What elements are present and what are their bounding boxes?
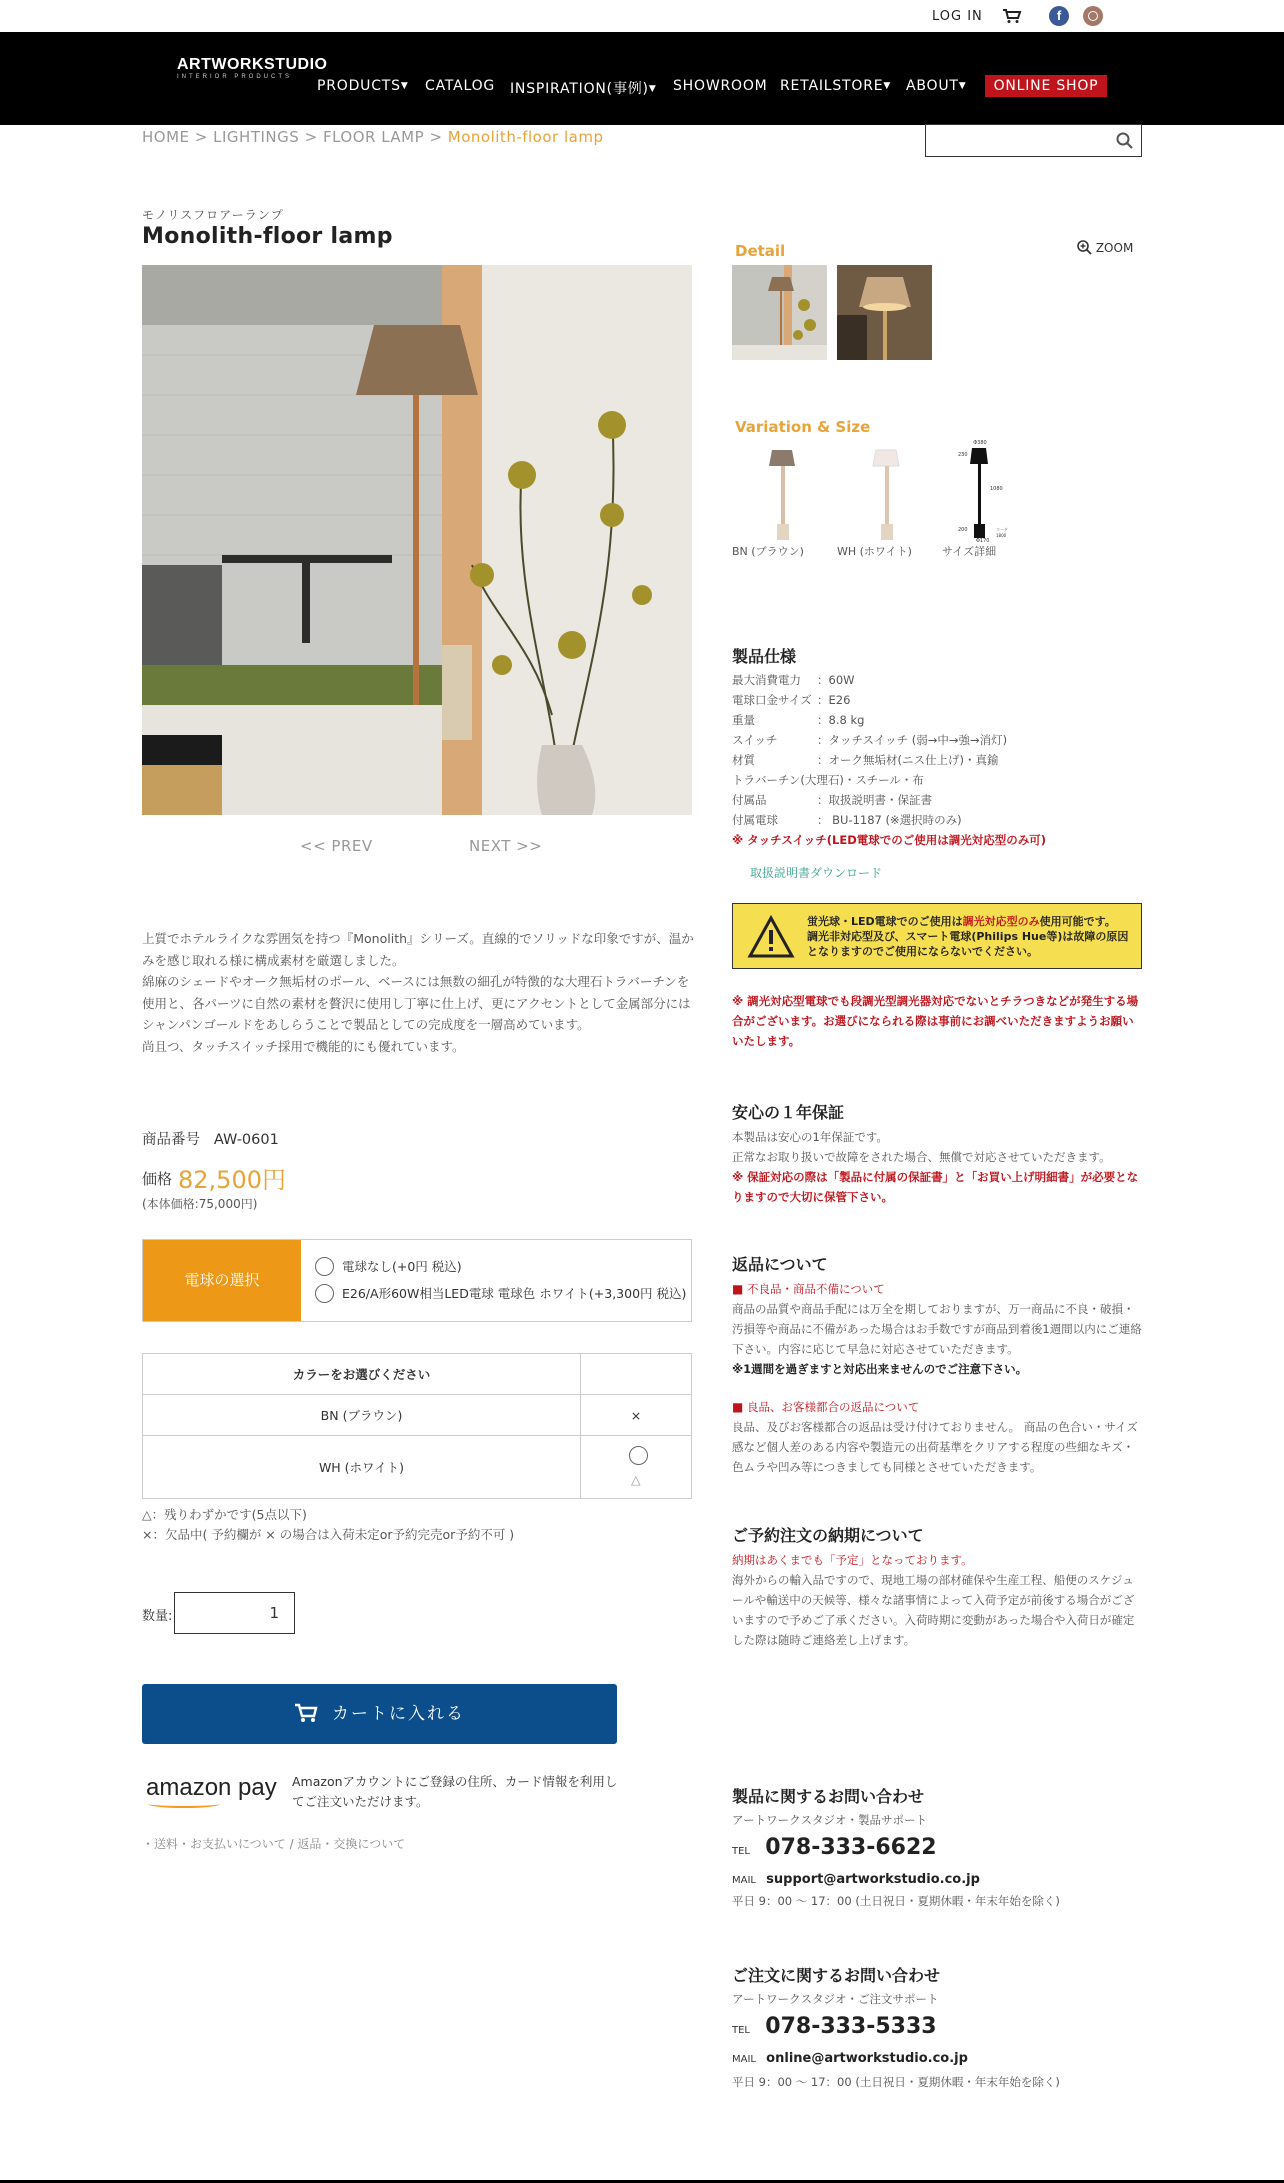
top-bar bbox=[0, 0, 1284, 32]
tel-number: 078-333-6622 bbox=[765, 1835, 937, 1860]
reserve-text: 海外からの輸入品ですので、現地工場の部材確保や生産工程、船便のスケジュールや輸送中の天候等、様々な諸事情によって入荷予定が前後する場合がございますので予めご了承ください。入荷時期に変動があった場合や入荷日が確定した際は随時ご連絡差し上げます。 bbox=[732, 1573, 1135, 1647]
cart-icon bbox=[294, 1703, 318, 1723]
next-link[interactable]: NEXT >> bbox=[469, 837, 543, 855]
spec-key: 材質 bbox=[732, 753, 755, 767]
warranty-line: 本製品は安心の1年保証です。 bbox=[732, 1130, 888, 1144]
return-note: ※1週間を過ぎますと対応出来ませんのでご注意下さい。 bbox=[732, 1362, 1028, 1376]
variant-label: BN (ブラウン) bbox=[732, 545, 804, 558]
amazon-pay-text: amazon pay bbox=[146, 1774, 277, 1801]
warranty-text bbox=[732, 1127, 1144, 1207]
caret-down-icon: ▼ bbox=[958, 81, 967, 91]
nav-label: PRODUCTS bbox=[317, 78, 401, 94]
variant-brown-image[interactable] bbox=[744, 440, 824, 540]
radio-button[interactable] bbox=[315, 1284, 334, 1303]
caret-down-icon: ▼ bbox=[648, 84, 657, 94]
quantity-label-text: 数量 bbox=[142, 1609, 169, 1624]
warning-text-part: 蛍光球・LED電球でのご使用は bbox=[807, 915, 963, 928]
warranty-note: ※ 保証対応の際は「製品に付属の保証書」と「お買い上げ明細書」が必要となりますので大切に保管下さい。 bbox=[732, 1170, 1139, 1204]
size-label: 1800 bbox=[996, 533, 1007, 538]
return-subheading bbox=[732, 1279, 1144, 1299]
tel-number: 078-333-5333 bbox=[765, 2014, 937, 2039]
mail-label: MAIL bbox=[732, 2054, 756, 2065]
product-number bbox=[142, 1128, 279, 1149]
description-paragraph: 尚且つ、タッチスイッチ採用で機能的にも優れています。 bbox=[142, 1038, 465, 1054]
warranty-line: 正常なお取り扱いで故障をされた場合、無償で対応させていただきます。 bbox=[732, 1150, 1111, 1164]
prev-link[interactable]: << PREV bbox=[300, 837, 373, 855]
facebook-icon[interactable]: f bbox=[1049, 6, 1069, 26]
breadcrumb-current: Monolith-floor lamp bbox=[447, 128, 604, 146]
warranty-heading: 安心の１年保証 bbox=[732, 1103, 845, 1122]
breadcrumb-lightings[interactable]: LIGHTINGS bbox=[213, 128, 300, 146]
description-paragraph: 綿麻のシェードやオーク無垢材のポール、ベースには無数の細孔が特徴的な大理石トラバーチンを使用と、各パーツに自然の素材を贅沢に使用し丁寧に仕上げ、更にアクセントとして金属部分にはシャンパンゴールドをあしらうことで製品としての完成度を一層高めています。 bbox=[142, 974, 691, 1032]
reserve-note: 納期はあくまでも「予定」となっております。 bbox=[732, 1553, 973, 1567]
quantity-input[interactable]: 1 bbox=[174, 1592, 295, 1634]
size-label: Φ380 bbox=[973, 440, 987, 446]
contact-product-mail[interactable] bbox=[732, 1868, 980, 1887]
contact-order-tel[interactable] bbox=[732, 2014, 937, 2039]
price-value: 82,500円 bbox=[178, 1166, 286, 1194]
cart-icon[interactable] bbox=[1002, 8, 1022, 24]
color-name: WH (ホワイト) bbox=[143, 1436, 581, 1499]
spec-key: 最大消費電力 bbox=[732, 673, 801, 687]
nav-inspiration[interactable] bbox=[510, 78, 657, 98]
detail-thumbnail-1[interactable] bbox=[732, 265, 827, 360]
amazon-pay-description: Amazonアカウントにご登録の住所、カード情報を利用してご注文いただけます。 bbox=[292, 1774, 618, 1809]
size-label: 230 bbox=[958, 452, 968, 458]
price-label: 価格 bbox=[142, 1170, 173, 1188]
search-input[interactable] bbox=[925, 124, 1142, 157]
product-hero-image[interactable] bbox=[142, 265, 692, 815]
red-square-icon: ■ bbox=[732, 1282, 744, 1296]
table-row bbox=[143, 1436, 692, 1499]
dimmer-note: ※ 調光対応型電球でも段調光型調光器対応でないとチラつきなどが発生する場合がございます。お選びになられる際は事前にお調べいただきますようお願いいたします。 bbox=[732, 994, 1139, 1048]
radio-button[interactable] bbox=[629, 1446, 648, 1465]
color-table-header: カラーをお選びください bbox=[143, 1354, 581, 1395]
breadcrumb-floor-lamp[interactable]: FLOOR LAMP bbox=[322, 128, 425, 146]
spec-value: ：60W bbox=[817, 673, 855, 687]
spec-key: スイッチ bbox=[732, 733, 778, 747]
spec-key: 電球口金サイズ bbox=[732, 693, 812, 707]
bulb-select bbox=[142, 1239, 692, 1322]
logo[interactable] bbox=[177, 56, 327, 80]
return-section-2 bbox=[732, 1397, 1144, 1477]
logo-text: ARTWORKSTUDIO bbox=[177, 56, 328, 73]
nav-products[interactable] bbox=[317, 78, 409, 94]
bulb-option-none[interactable] bbox=[315, 1257, 462, 1276]
contact-product-hours: 平日 9：00 〜 17：00 (土日祝日・夏期休暇・年末年始を除く) bbox=[732, 1894, 1060, 1908]
spec-note: ※ タッチスイッチ(LED電球でのご使用は調光対応型のみ可) bbox=[732, 833, 1047, 847]
stock-cell bbox=[581, 1436, 692, 1499]
size-diagram-image[interactable] bbox=[948, 440, 1028, 544]
caret-down-icon: ▼ bbox=[883, 81, 892, 91]
variant-label: WH (ホワイト) bbox=[837, 545, 912, 558]
stock-status: × bbox=[581, 1395, 692, 1436]
bulb-option-led[interactable] bbox=[315, 1284, 686, 1303]
warning-icon bbox=[748, 916, 794, 958]
color-name: BN (ブラウン) bbox=[143, 1395, 581, 1436]
radio-button[interactable] bbox=[315, 1257, 334, 1276]
product-number-label: 商品番号 bbox=[142, 1132, 200, 1148]
detail-heading: Detail bbox=[735, 242, 786, 260]
contact-order-heading: ご注文に関するお問い合わせ bbox=[732, 1966, 941, 1985]
spec-key: トラバーチン(大理石)・スチール・布 bbox=[732, 773, 924, 787]
spec-heading: 製品仕様 bbox=[732, 647, 797, 666]
zoom-button[interactable] bbox=[1077, 240, 1133, 255]
spec-value: ：8.8 kg bbox=[817, 713, 865, 727]
mail-label: MAIL bbox=[732, 1875, 756, 1886]
contact-order-sub: アートワークスタジオ・ご注文サポート bbox=[732, 1992, 939, 2006]
tel-label: TEL bbox=[732, 1846, 750, 1857]
price-base: (本体価格:75,000円) bbox=[142, 1197, 258, 1211]
online-shop-button[interactable]: ONLINE SHOP bbox=[985, 75, 1107, 97]
contact-order-hours: 平日 9：00 〜 17：00 (土日祝日・夏期休暇・年末年始を除く) bbox=[732, 2075, 1060, 2089]
contact-order-mail[interactable] bbox=[732, 2047, 968, 2066]
return-section-1 bbox=[732, 1279, 1144, 1379]
spec-value: ：タッチスイッチ (弱→中→強→消灯) bbox=[817, 733, 1008, 747]
return-subheading bbox=[732, 1397, 1144, 1417]
breadcrumb-separator: > bbox=[194, 128, 208, 146]
return-text: 商品の品質や商品手配には万全を期しておりますが、万一商品に不良・破損・汚損等や商品に不備があった場合はお手数ですが商品到着後1週間以内にご連絡下さい。内容に応じて早急に対応させていただきます。 bbox=[732, 1302, 1142, 1356]
instagram-icon[interactable] bbox=[1083, 6, 1103, 26]
color-table-header-empty bbox=[581, 1354, 692, 1395]
spec-row bbox=[732, 770, 1046, 790]
warning-text bbox=[807, 914, 1137, 959]
spec-row bbox=[732, 750, 1046, 770]
product-description bbox=[142, 928, 694, 1057]
warning-text-highlight: 調光対応型のみ bbox=[962, 915, 1040, 928]
nav-label: ABOUT bbox=[906, 78, 959, 94]
caret-down-icon: ▼ bbox=[400, 81, 409, 91]
spec-key: 付属品 bbox=[732, 793, 767, 807]
description-paragraph: 上質でホテルライクな雰囲気を持つ『Monolith』シリーズ。直線的でソリッドな印象ですが、温かみを感じ取れる様に構成素材を厳選しました。 bbox=[142, 931, 694, 968]
variation-heading: Variation & Size bbox=[735, 418, 871, 436]
tel-label: TEL bbox=[732, 2025, 750, 2036]
product-number-value: AW-0601 bbox=[213, 1132, 279, 1148]
spec-row bbox=[732, 790, 1046, 810]
nav-label: SHOWROOM bbox=[673, 78, 768, 94]
return-subheading-text: 不良品・商品不備について bbox=[747, 1282, 885, 1296]
mail-address: online@artworkstudio.co.jp bbox=[766, 2051, 968, 2066]
table-row bbox=[143, 1395, 692, 1436]
reserve-section bbox=[732, 1550, 1144, 1650]
spec-key: 重量 bbox=[732, 713, 755, 727]
add-to-cart-button[interactable] bbox=[142, 1684, 617, 1744]
spec-row bbox=[732, 810, 1046, 830]
mail-address: support@artworkstudio.co.jp bbox=[766, 1872, 980, 1887]
spec-value: ：E26 bbox=[817, 693, 851, 707]
option-label: E26/A形60W相当LED電球 電球色 ホワイト(+3,300円 税込) bbox=[342, 1286, 687, 1301]
contact-product-tel[interactable] bbox=[732, 1835, 937, 1860]
size-label: 200 bbox=[958, 527, 968, 533]
warning-box bbox=[732, 903, 1142, 969]
return-text: 良品、及びお客様都合の返品は受け付けておりません。 商品の色合い・サイズ感など個人差のある内容や製造元の出荷基準をクリアする程度の些細なキズ・色ムラや凹み等につきましても同様とさせていただきます。 bbox=[732, 1420, 1138, 1474]
stock-note: △：残りわずかです(5点以下) bbox=[142, 1507, 307, 1522]
spec-value: ：オーク無垢材(ニス仕上げ)・真鍮 bbox=[817, 753, 999, 767]
nav-about[interactable] bbox=[906, 78, 967, 94]
search-icon[interactable] bbox=[1116, 132, 1133, 149]
size-label: 1080 bbox=[990, 486, 1003, 492]
warning-text-part: 調光非対応型及び、スマート電球(Philips Hue等)は故障の原因となりますのでご使用にならないでください。 bbox=[807, 930, 1129, 958]
breadcrumb-separator: > bbox=[304, 128, 318, 146]
color-table bbox=[142, 1353, 692, 1499]
amazon-pay-logo[interactable] bbox=[146, 1774, 277, 1802]
quantity-label-colon: : bbox=[168, 1609, 173, 1624]
contact-product-heading: 製品に関するお問い合わせ bbox=[732, 1787, 925, 1806]
spec-row bbox=[732, 710, 1046, 730]
zoom-icon bbox=[1077, 240, 1092, 255]
product-title: Monolith-floor lamp bbox=[142, 224, 393, 249]
manual-download-link[interactable]: 取扱説明書ダウンロード bbox=[750, 866, 883, 880]
bulb-select-label: 電球の選択 bbox=[143, 1240, 301, 1321]
breadcrumb bbox=[142, 128, 603, 146]
stock-note: ×：欠品中( 予約欄が × の場合は入荷未定or予約完売or予約不可 ) bbox=[142, 1527, 515, 1542]
spec-value: ： BU-1187 (※選択時のみ) bbox=[817, 813, 962, 827]
detail-thumbnail-2[interactable] bbox=[837, 265, 932, 360]
size-label: Φ170 bbox=[976, 538, 990, 544]
breadcrumb-home[interactable]: HOME bbox=[142, 128, 190, 146]
spec-row bbox=[732, 690, 1046, 710]
product-subtitle: モノリスフロアーランプ bbox=[142, 208, 284, 222]
option-label: 電球なし(+0円 税込) bbox=[342, 1259, 462, 1274]
red-square-icon: ■ bbox=[732, 1400, 744, 1414]
nav-showroom[interactable] bbox=[673, 78, 768, 94]
nav-label: RETAILSTORE bbox=[780, 78, 884, 94]
spec-row bbox=[732, 670, 1046, 690]
spec-key: 付属電球 bbox=[732, 813, 778, 827]
nav-catalog[interactable] bbox=[425, 78, 495, 94]
nav-label: INSPIRATION(事例) bbox=[510, 81, 649, 97]
login-link[interactable]: LOG IN bbox=[932, 9, 983, 24]
variant-white-image[interactable] bbox=[848, 440, 928, 540]
stock-status: △ bbox=[631, 1472, 641, 1487]
nav-retailstore[interactable] bbox=[780, 78, 891, 94]
amazon-smile-icon bbox=[148, 1800, 220, 1808]
spec-value: ：取扱説明書・保証書 bbox=[817, 793, 932, 807]
zoom-label: ZOOM bbox=[1095, 241, 1134, 255]
spec-row bbox=[732, 730, 1046, 750]
quantity-label bbox=[142, 1605, 172, 1624]
main-nav bbox=[0, 32, 1284, 125]
return-subheading-text: 良品、お客様都合の返品について bbox=[747, 1400, 920, 1414]
logo-subtext: INTERIOR PRODUCTS bbox=[177, 74, 293, 80]
table-header-row bbox=[143, 1354, 692, 1395]
add-to-cart-label: カートに入れる bbox=[332, 1704, 465, 1724]
variant-label: サイズ詳細 bbox=[942, 545, 997, 558]
size-label: コード bbox=[996, 527, 1008, 532]
shipping-return-links[interactable]: ・送料・お支払いについて / 返品・交換について bbox=[142, 1837, 406, 1851]
contact-product-sub: アートワークスタジオ・製品サポート bbox=[732, 1813, 928, 1827]
breadcrumb-separator: > bbox=[429, 128, 443, 146]
spec-list bbox=[732, 670, 1046, 850]
nav-label: CATALOG bbox=[425, 78, 496, 94]
reserve-heading: ご予約注文の納期について bbox=[732, 1526, 924, 1545]
warning-text-part: 使用可能です。 bbox=[1039, 915, 1116, 928]
return-heading: 返品について bbox=[732, 1255, 828, 1274]
